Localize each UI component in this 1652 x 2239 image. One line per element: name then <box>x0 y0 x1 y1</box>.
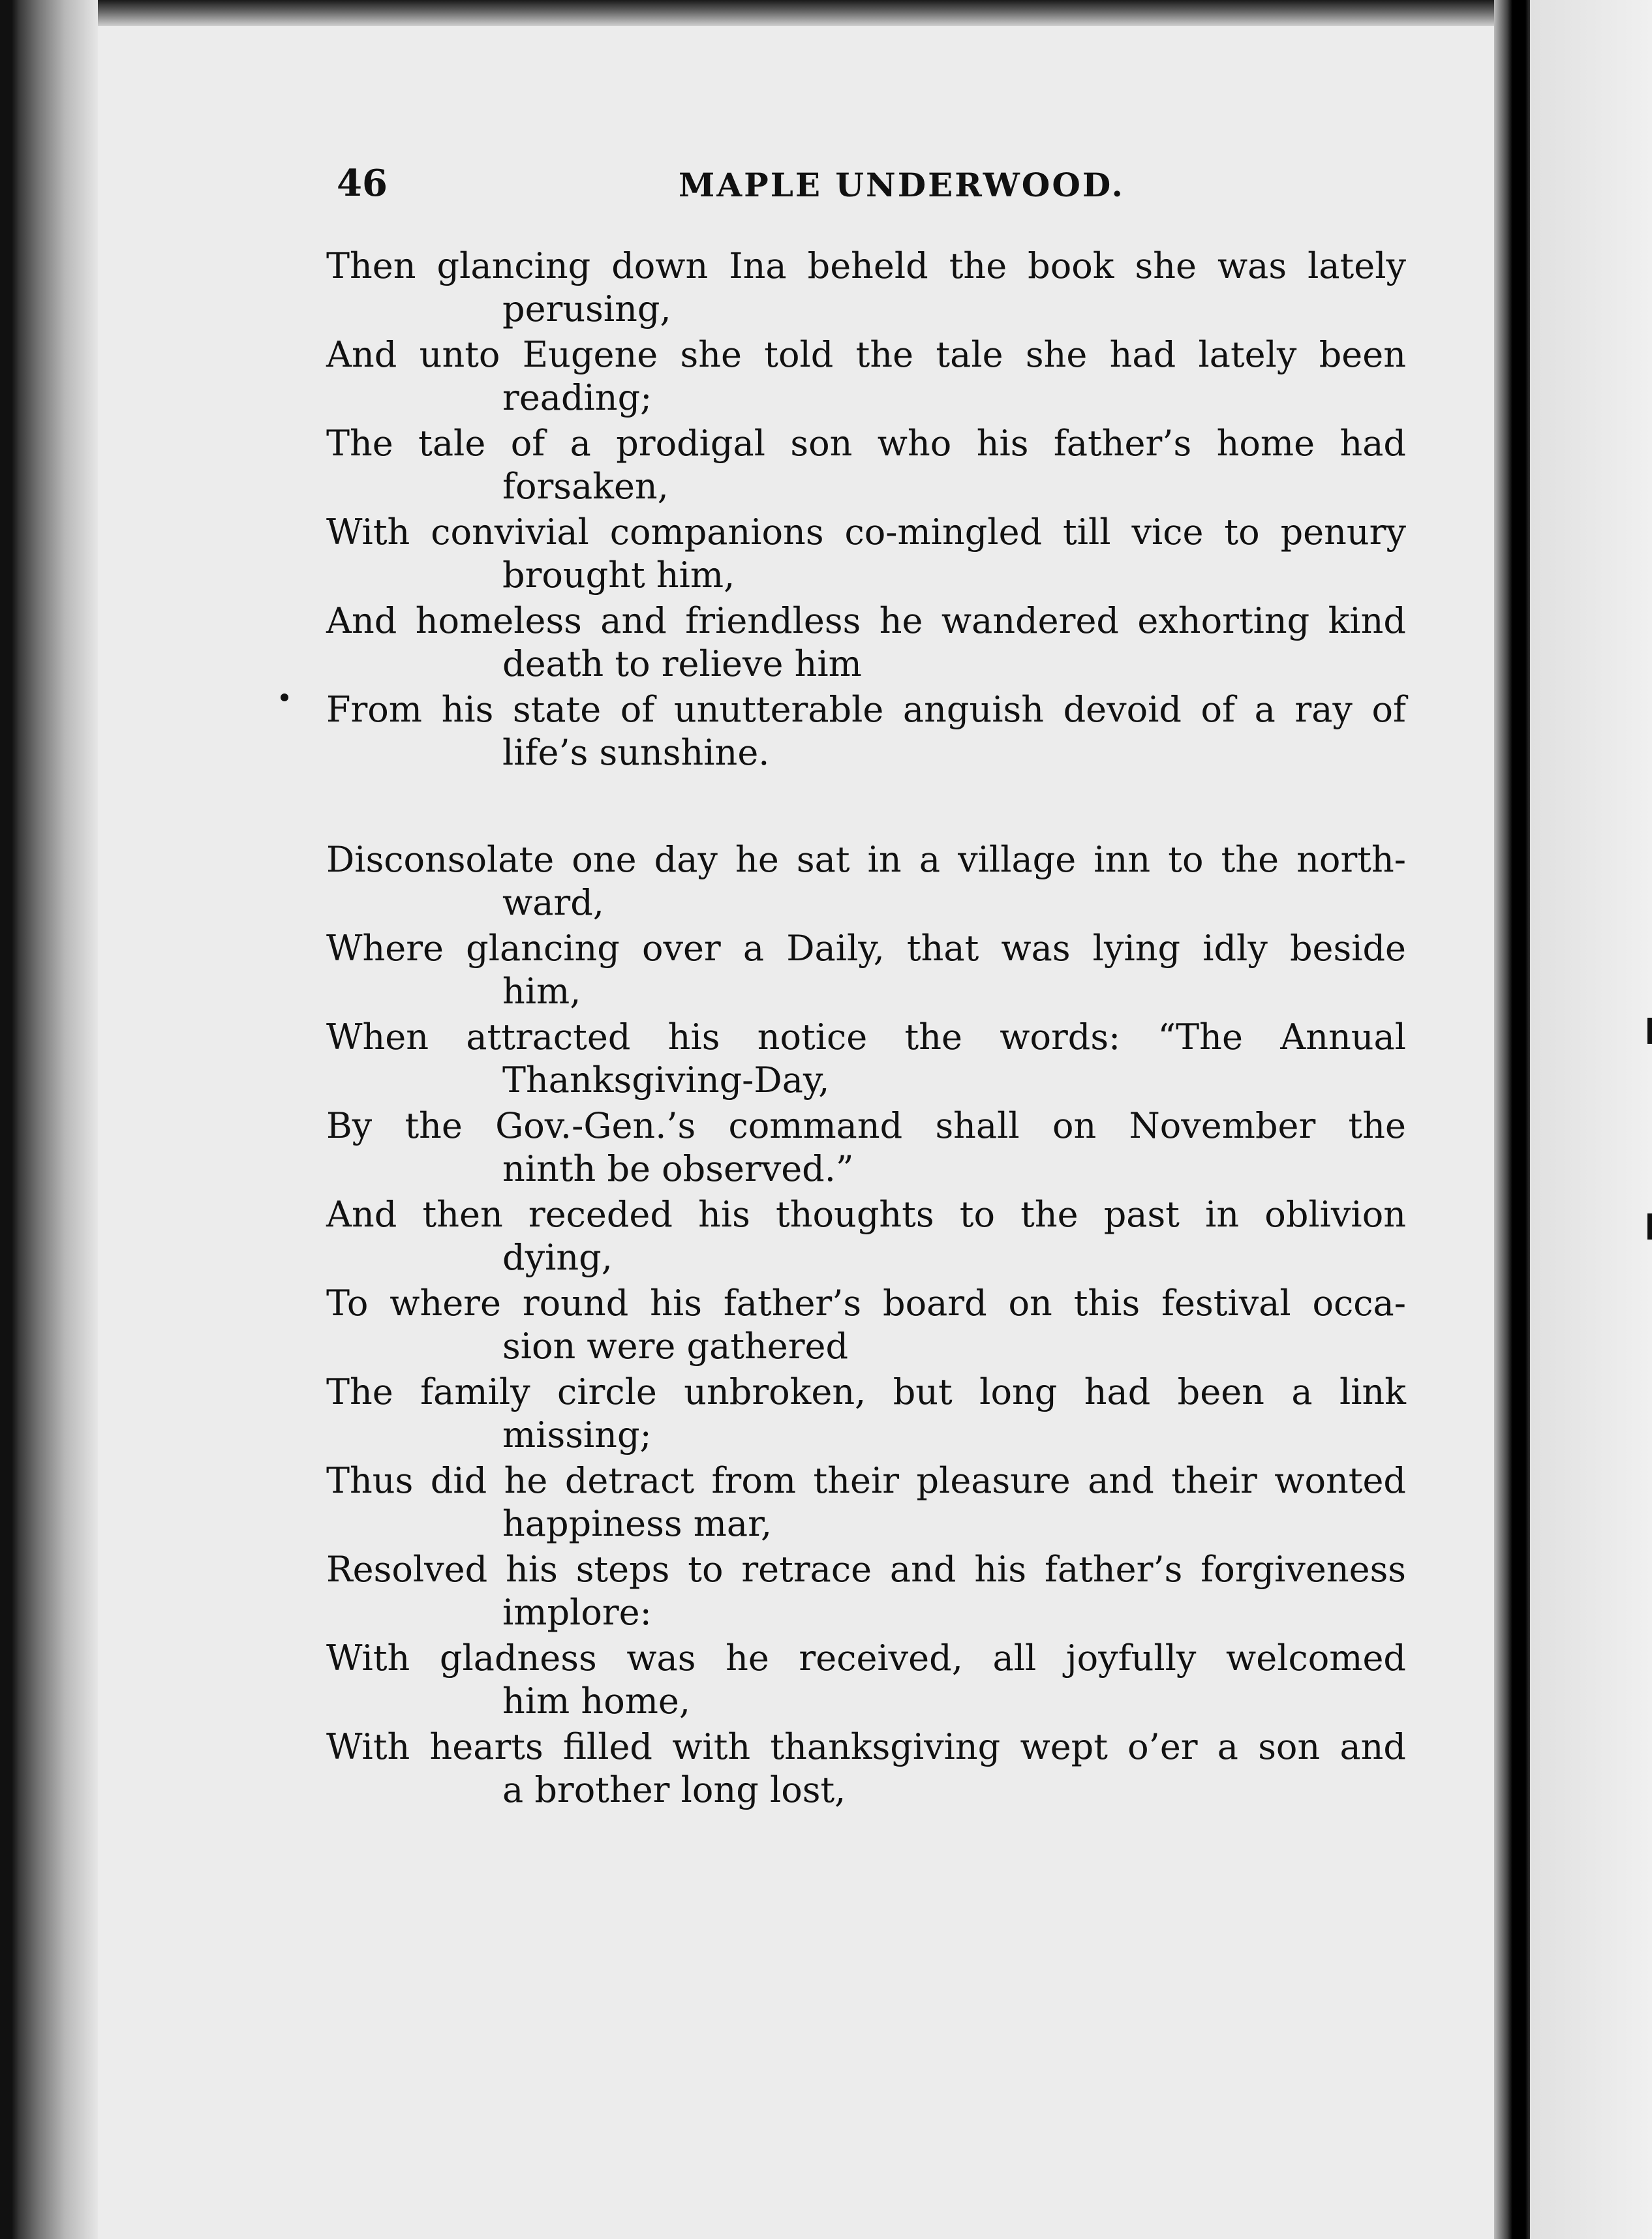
verse-line-continuation: sion were gathered <box>502 1326 849 1367</box>
verse-line <box>326 1548 1435 1637</box>
verse-line-text: Where glancing over a Daily, that was lying idly beside <box>326 928 1406 969</box>
facing-page-fragment <box>1647 1213 1652 1240</box>
verse-line-text: And homeless and friendless he wandered exhorting kind <box>326 600 1406 641</box>
facing-page-edge <box>1530 0 1652 2239</box>
stanza-1 <box>326 245 1435 777</box>
verse-line-text: The tale of a prodigal son who his father’s home had <box>326 423 1406 464</box>
verse-line <box>326 1016 1435 1104</box>
verse-line-text: With gladness was he received, all joyfully welcomed <box>326 1637 1406 1679</box>
verse-line-continuation: implore: <box>502 1592 652 1633</box>
verse-line-text: When attracted his notice the words: “The Annual <box>326 1016 1406 1058</box>
facing-page-fragment <box>1647 1018 1652 1044</box>
verse-line <box>326 422 1435 511</box>
verse-line-continuation: dying, <box>502 1237 613 1278</box>
running-title: MAPLE UNDERWOOD. <box>679 166 1125 204</box>
verse-line <box>326 245 1435 333</box>
verse-line <box>326 1637 1435 1726</box>
verse-line <box>326 838 1435 927</box>
verse-line-text: Resolved his steps to retrace and his father’s forgiveness <box>326 1549 1406 1590</box>
verse-line <box>326 1371 1435 1459</box>
verse-line <box>326 1193 1435 1282</box>
verse-line-text: And unto Eugene she told the tale she had lately been <box>326 334 1406 375</box>
verse-line-continuation: brought him, <box>502 555 735 596</box>
verse-line-continuation: Thanksgiving-Day, <box>502 1059 830 1101</box>
verse-line <box>326 600 1435 688</box>
page-gutter <box>1494 0 1530 2239</box>
verse-line-continuation: happiness mar, <box>502 1503 772 1544</box>
verse-line <box>326 927 1435 1016</box>
verse-line-continuation: forsaken, <box>502 466 669 507</box>
verse-line-text: Disconsolate one day he sat in a village inn to the north- <box>326 839 1406 880</box>
margin-mark <box>281 693 288 701</box>
verse-line-text: To where round his father’s board on this festival occa- <box>326 1283 1406 1324</box>
verse-line <box>326 1726 1435 1814</box>
scan-top-edge <box>0 0 1652 26</box>
verse-line-text: From his state of unutterable anguish devoid of a ray of <box>326 689 1406 730</box>
page-number: 46 <box>337 162 388 205</box>
book-spine-edge <box>0 0 98 2239</box>
verse-line-continuation: death to relieve him <box>502 643 862 684</box>
verse-line-continuation: a brother long lost, <box>502 1769 846 1810</box>
verse-line-text: Then glancing down Ina beheld the book she was lately <box>326 245 1406 286</box>
verse-line-text: And then receded his thoughts to the past in oblivion <box>326 1194 1406 1235</box>
verse-line-continuation: ward, <box>502 882 604 923</box>
page-header <box>326 157 1435 215</box>
verse-line-text: With convivial companions co-mingled till vice to penury <box>326 511 1406 553</box>
verse-line <box>326 1282 1435 1371</box>
verse-line-continuation: life’s sunshine. <box>502 732 770 773</box>
verse-line-continuation: perusing, <box>502 288 671 329</box>
verse-line-continuation: reading; <box>502 377 652 418</box>
verse-line-continuation: him home, <box>502 1681 691 1722</box>
stanza-2 <box>326 838 1435 1814</box>
book-page <box>326 157 1435 2049</box>
verse-line-text: With hearts filled with thanksgiving wept o’er a son and <box>326 1726 1406 1767</box>
verse-line-text: By the Gov.-Gen.’s command shall on November the <box>326 1105 1406 1146</box>
verse-line-text: Thus did he detract from their pleasure and their wonted <box>326 1460 1406 1501</box>
verse-line-continuation: ninth be observed.” <box>502 1148 854 1189</box>
verse-line <box>326 1459 1435 1548</box>
verse-line <box>326 1104 1435 1193</box>
verse-line <box>326 333 1435 422</box>
verse-line-text: The family circle unbroken, but long had been a link <box>326 1371 1406 1412</box>
verse-line <box>326 688 1435 777</box>
verse-line-continuation: him, <box>502 971 581 1012</box>
verse-line-continuation: missing; <box>502 1414 652 1455</box>
verse-line <box>326 511 1435 600</box>
